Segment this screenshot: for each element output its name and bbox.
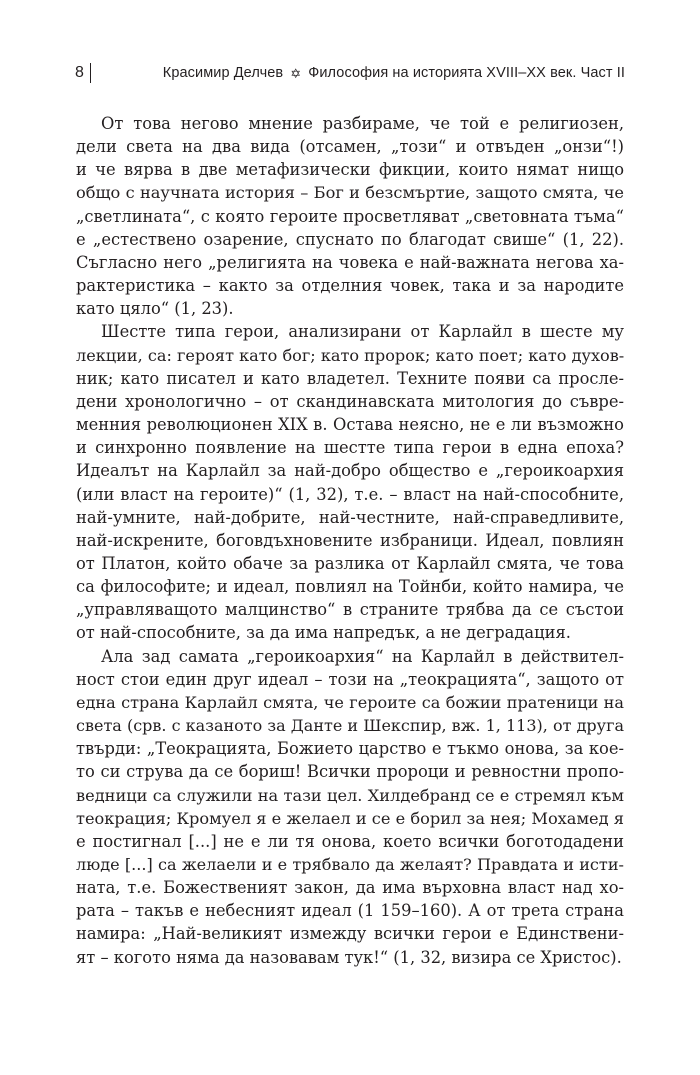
text-line: ната, т.е. Божественият закон, да има върховна власт над хо- — [76, 878, 624, 898]
text-line: е „естествено озарение, спуснато по благодат свише“ (1, 22). — [76, 229, 624, 249]
text-line: най-умните, най-добрите, най-честните, най-справедливите, — [76, 507, 624, 527]
running-header — [75, 58, 625, 88]
text-line: Съгласно него „религията на човека е най-важната негова ха- — [76, 252, 624, 272]
text-line: Идеалът на Карлайл за най-добро общество е „героикоархия — [76, 461, 624, 481]
text-line: дени хронологично – от скандинавската митология до съвре- — [76, 391, 624, 411]
text-line: „управляващото малцинство“ в страните трябва да се състои — [76, 600, 624, 620]
text-line: ник; като писател и като владетел. Техните появи са просле- — [76, 368, 624, 388]
text-line: общо с научната история – Бог и безсмъртие, защото смята, че — [76, 183, 624, 203]
book-title: Философия на историята XVIII–XX век. Част II — [308, 65, 625, 81]
text-line: от най-способните, за да има напредък, а не деградация. — [76, 623, 571, 643]
text-line: и че вярва в две метафизически фикции, които нямат нищо — [76, 160, 624, 180]
author-name: Красимир Делчев — [162, 65, 284, 81]
paragraph-1 — [76, 112, 624, 320]
paragraph-2 — [76, 320, 624, 644]
text-line: „светлината“, с която героите просветляват „световната тъма“ — [76, 206, 624, 226]
header-right — [163, 65, 625, 81]
text-line: ят – когото няма да назовавам тук!“ (1, 32, визира се Христос). — [76, 947, 622, 967]
text-line: и синхронно появление на шестте типа герои в една епоха? — [76, 438, 624, 458]
paragraph-3 — [76, 645, 624, 969]
text-line: Ала зад самата „героикоархия“ на Карлайл в действител- — [101, 646, 624, 666]
text-line: от Платон, който обаче за разлика от Карлайл смята, че това — [76, 553, 624, 573]
text-line: са философите; и идеал, повлиял на Тойнби, който намира, че — [76, 577, 624, 597]
text-line: една страна Карлайл смята, че героите са божии пратеници на — [76, 692, 624, 712]
text-line: е постигнал [...] не е ли тя онова, което всички боготодадени — [76, 831, 624, 851]
text-line: като цяло“ (1, 23). — [76, 299, 234, 319]
text-line: твърди: „Теокрацията, Божието царство е тъкмо онова, за кое- — [76, 739, 624, 759]
text-line: най-искрените, боговдъхновените избраници. Идеал, повлиян — [76, 530, 624, 550]
text-line: намира: „Най-великият измежду всички герои е Единствени- — [76, 924, 624, 944]
text-line: теокрация; Кромуел я е желаел и се е борил за нея; Мохамед я — [76, 808, 624, 828]
text-line: лекции, са: героят като бог; като пророк; като поет; като духов- — [76, 345, 624, 365]
text-line: рата – такъв е небесният идеал (1 159–160). А от трета страна — [76, 901, 624, 921]
text-line: менния революционен XIX в. Остава неясно, не е ли възможно — [76, 415, 624, 435]
text-line: Шестте типа герои, анализирани от Карлайл в шесте му — [101, 322, 624, 342]
page-number: 8 — [75, 64, 84, 81]
body-text — [76, 112, 624, 969]
text-line: дели света на два вида (отсамен, „този“ и отвъден „онзи“!) — [76, 137, 624, 157]
text-line: света (срв. с казаното за Данте и Шекспир, вж. 1, 113), от друга — [76, 716, 624, 736]
text-line: От това негово мнение разбираме, че той е религиозен, — [101, 114, 624, 133]
text-line: ност стои един друг идеал – този на „теокрацията“, защото от — [76, 669, 624, 689]
header-divider — [90, 63, 91, 83]
text-line: то си струва да се бориш! Всички пророци и ревностни пропо- — [76, 762, 624, 782]
star-icon: ✡ — [290, 65, 302, 81]
text-line: (или власт на героите)“ (1, 32), т.е. – власт на най-способните, — [76, 484, 624, 504]
text-line: ведници са служили на тази цел. Хилдебранд се е стремял към — [76, 785, 624, 805]
text-line: рактеристика – както за отделния човек, така и за народите — [76, 276, 624, 296]
text-line: люде [...] са желаели и е трябвало да желаят? Правдата и исти- — [76, 855, 624, 874]
